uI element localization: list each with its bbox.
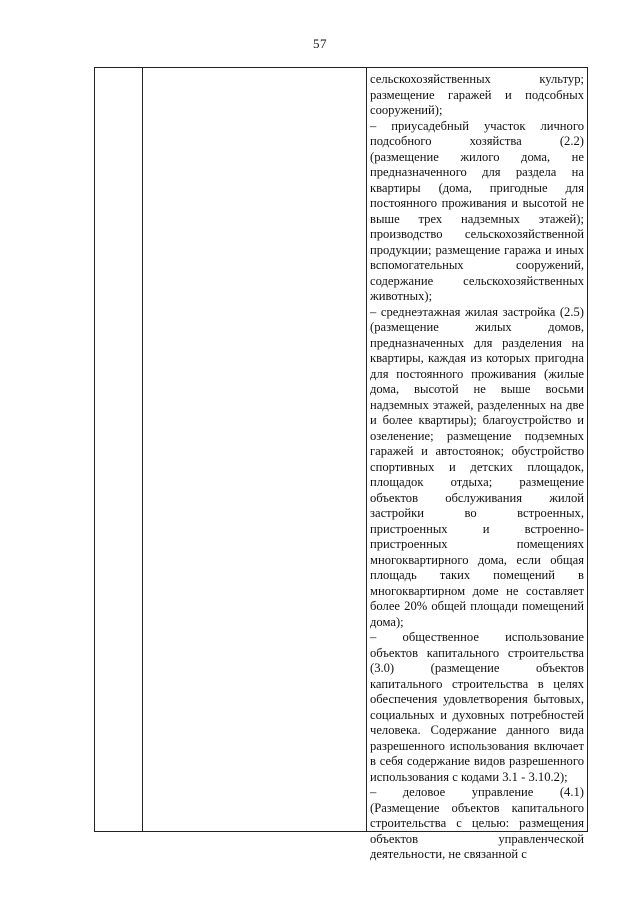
paragraph-business-management: – деловое управление (4.1) (Размещение объектов капитального строительства с целью: размещения объектов управленческой деятельности, не связанной с [370,785,584,861]
column-divider-2 [366,68,367,831]
permitted-use-cell [370,72,584,863]
paragraph-midrise-housing: – среднеэтажная жилая застройка (2.5) (размещение жилых домов, предназначенных для разделения на квартиры, каждая из которых пригодна для постоянного проживания (жилые дома, высотой не выше восьми надземных этажей, разделенных на две и более квартиры); благоустройство и озеленение; размещение подземных гаражей и автостоянок; обустройство спортивных и детских площадок, площадок отдыха; размещение объектов обслуживания жилой застройки во встроенных, пристроенных и встроенно-пристроенных помещениях многоквартирного дома, если общая площадь таких помещений в многоквартирном доме не составляет более 20% общей площади помещений дома); [370,304,584,629]
paragraph-public-use: – общественное использование объектов капитального строительства (3.0) (размещение объектов капитального строительства в целях обеспечения удовлетворения бытовых, социальных и духовных потребностей человека. Содержание данного вида разрешенного использования включает в себя содержание видов разрешенного использования с кодами 3.1 - 3.10.2); [370,630,584,784]
column-divider-1 [142,68,143,831]
paragraph-continuation: сельскохозяйственных культур; размещение гаражей и подсобных сооружений); [370,72,584,117]
land-use-table [94,67,588,861]
paragraph-household-plot: – приусадебный участок личного подсобного хозяйства (2.2) (размещение жилого дома, не предназначенного для раздела на квартиры (дома, пригодные для постоянного проживания и высотой не выше трех надземных этажей); производство сельскохозяйственной продукции; размещение гаража и иных вспомогательных сооружений, содержание сельскохозяйственных животных); [370,118,584,303]
page-number: 57 [313,36,327,51]
